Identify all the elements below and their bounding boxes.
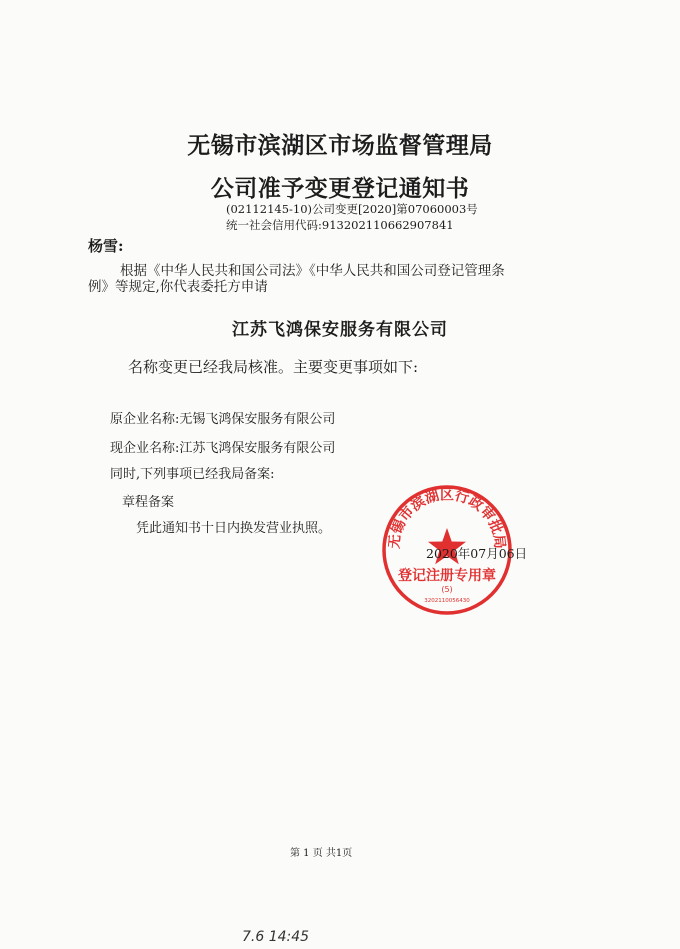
seal-code: 3202110056430: [424, 598, 470, 604]
issue-date: 2020年07月06日: [426, 546, 528, 561]
old-company-name: 原企业名称:无锡飞鸿保安服务有限公司: [110, 412, 336, 427]
instruction: 凭此通知书十日内换发营业执照。: [136, 521, 332, 536]
paragraph-line-2: 例》等规定,你代表委托方申请: [88, 279, 268, 295]
page-indicator: 第 1 页 共1页: [290, 848, 353, 859]
document-title: 公司准予变更登记通知书: [210, 175, 470, 202]
record-intro: 同时,下列事项已经我局备案:: [110, 467, 275, 482]
new-company-name: 现企业名称:江苏飞鸿保安服务有限公司: [110, 441, 336, 456]
seal-bottom-text: 登记注册专用章: [398, 568, 496, 584]
addressee: 杨雪:: [88, 237, 124, 255]
authority-title: 无锡市滨湖区市场监督管理局: [187, 132, 493, 159]
approval-statement: 名称变更已经我局核准。主要变更事项如下:: [128, 358, 419, 376]
credit-code: 统一社会信用代码:91320211066290784​1: [226, 218, 454, 232]
seal-arc-text: 无锡市滨湖区行政审批局: [386, 487, 508, 550]
record-item: 章程备案: [122, 495, 175, 510]
company-name: 江苏飞鸿保安服务有限公司: [232, 320, 448, 340]
paragraph-line-1: 根据《中华人民共和国公司法》《中华人民共和国公司登记管理条: [120, 263, 505, 279]
seal-number: (5): [441, 585, 453, 594]
handwritten-note: 7.6 14:45: [242, 929, 310, 945]
document-number: (02112145-10)公司变更[2020]第07060003号: [226, 202, 478, 216]
